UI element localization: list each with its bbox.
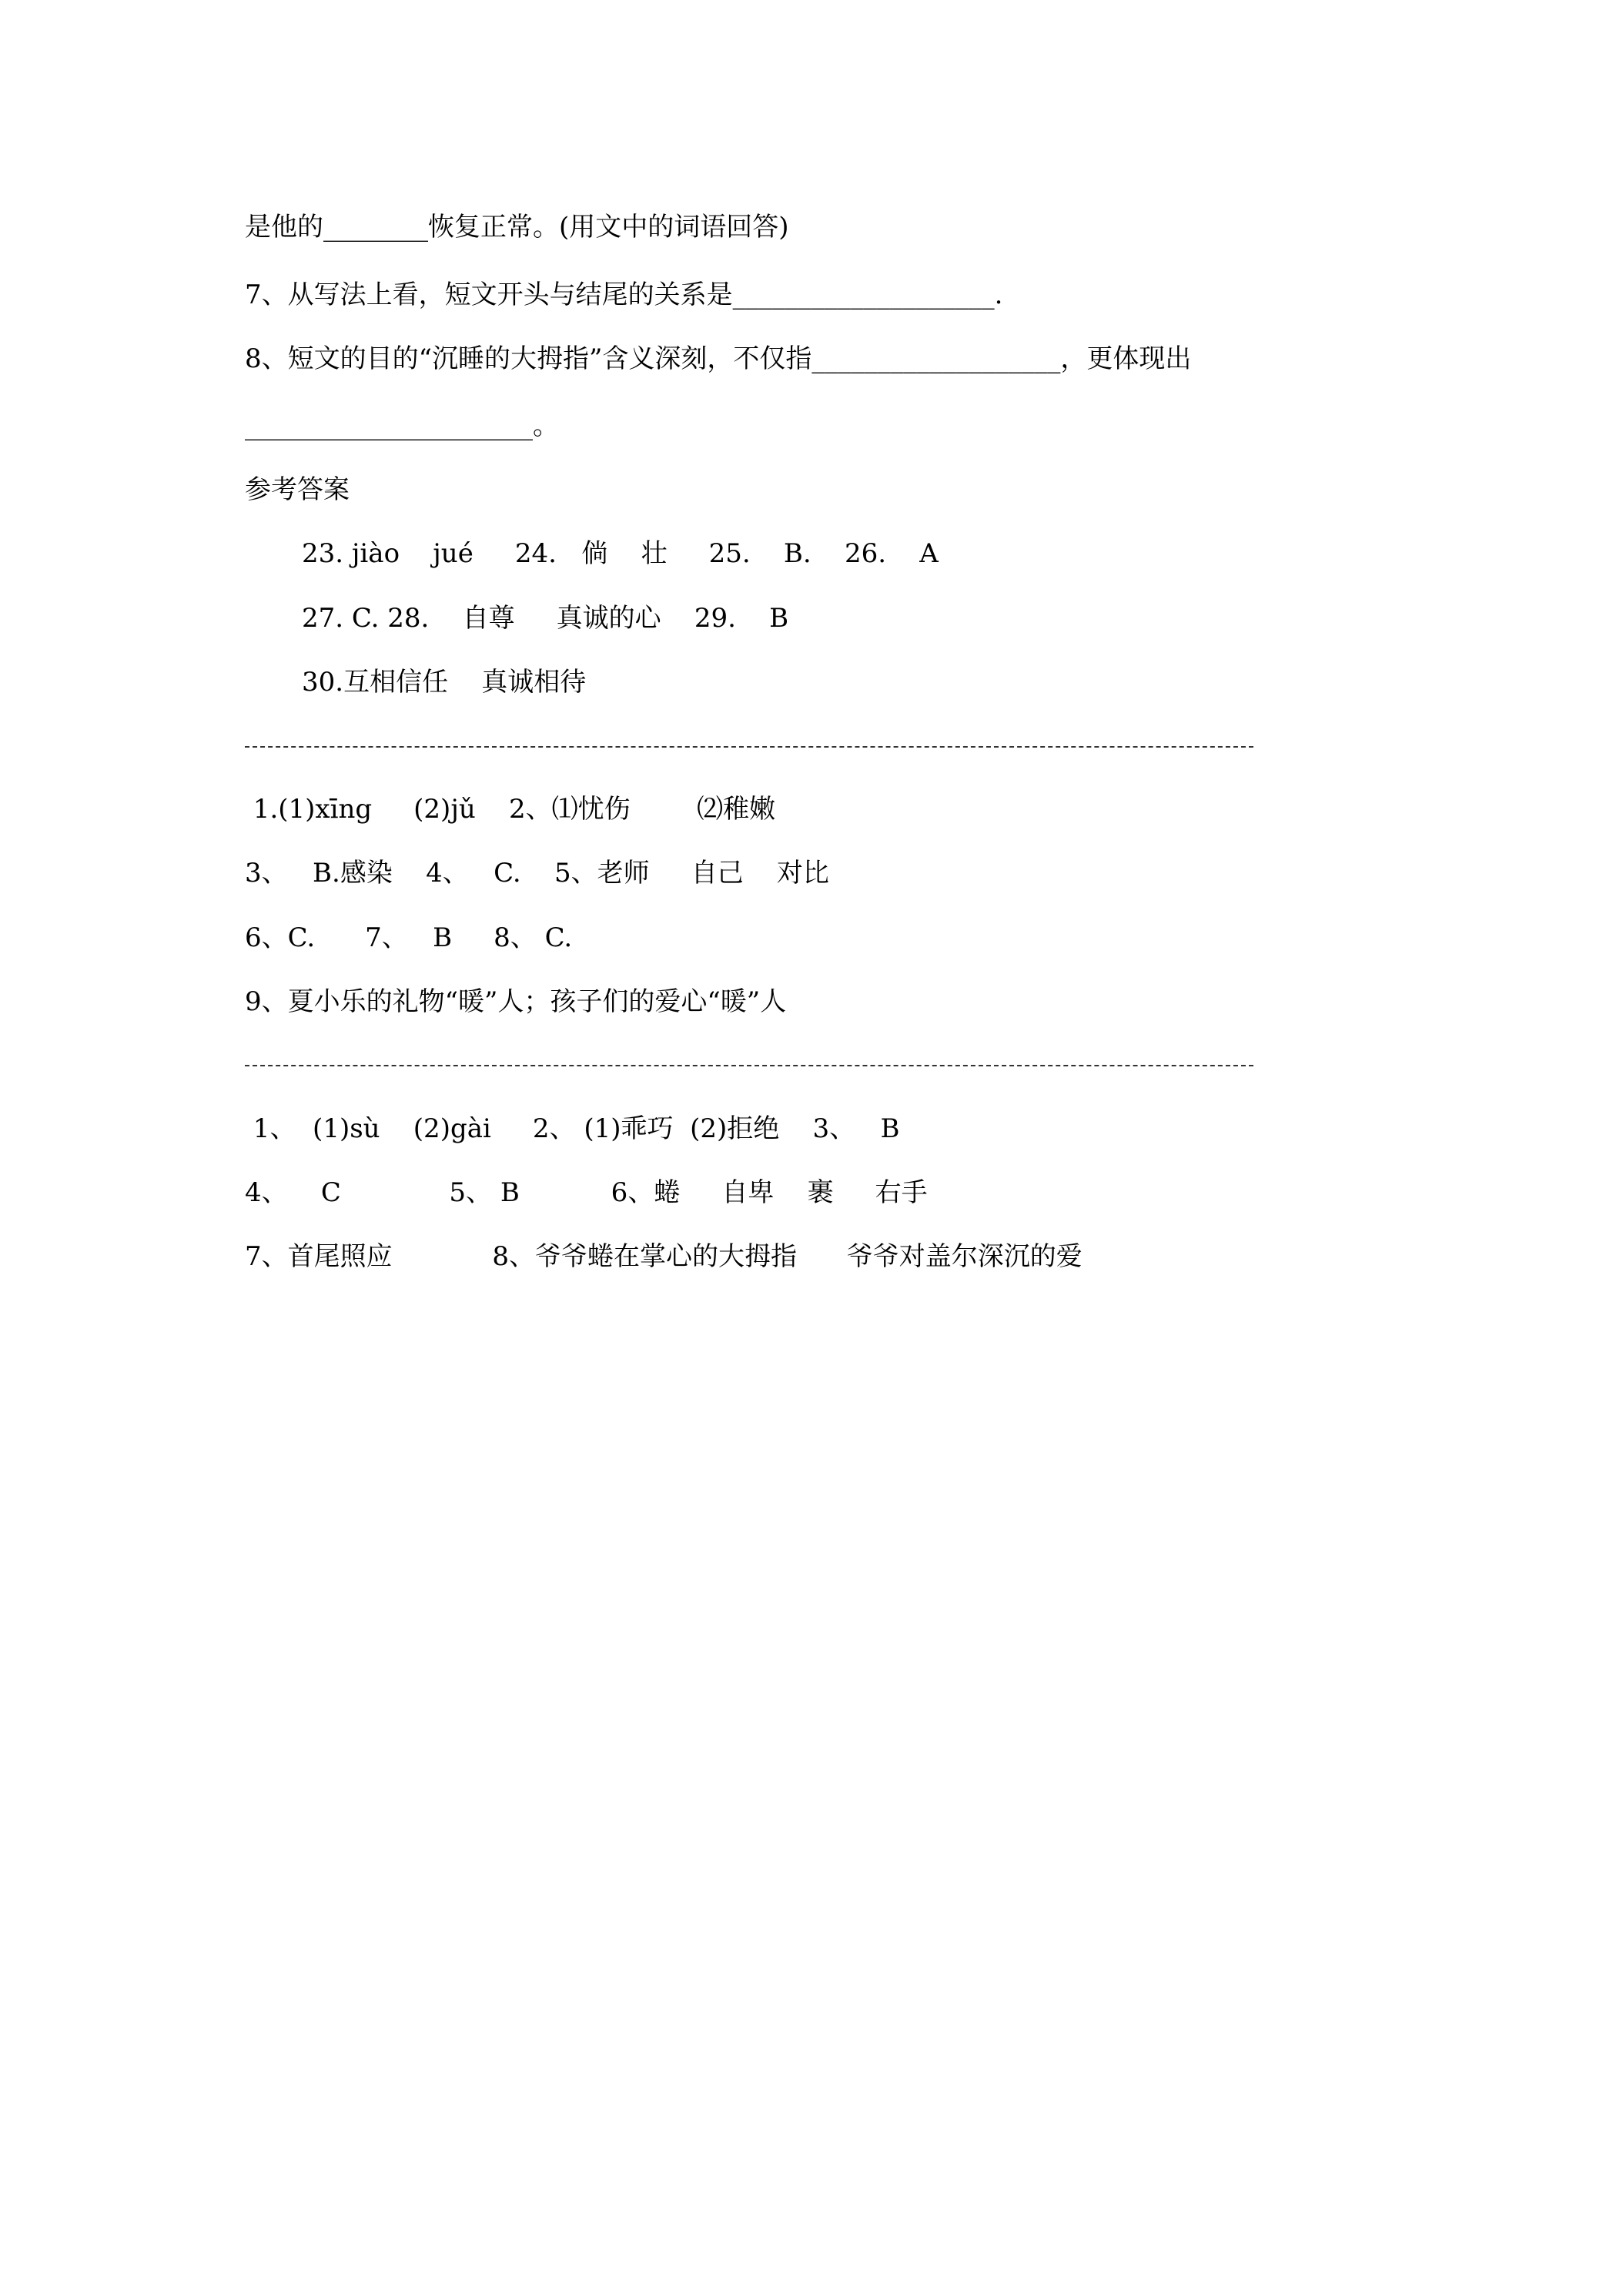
answer-line: 1.(1)xīng (2)jǔ 2、⑴忧伤 ⑵稚嫩: [245, 794, 776, 825]
answer-line: 4、 C 5、 B 6、蜷 自卑 裹 右手: [245, 1177, 928, 1208]
answer-line: 7、首尾照应 8、爷爷蜷在掌心的大拇指 爷爷对盖尔深沉的爱: [245, 1241, 1083, 1272]
answer-line: 1、 (1)sù (2)gài 2、 (1)乖巧 (2)拒绝 3、 B: [245, 1113, 900, 1144]
answer-line: 30.互相信任 真诚相待: [302, 667, 587, 698]
answers-heading: 参考答案: [245, 474, 350, 505]
answer-line: 3、 B.感染 4、 C. 5、老师 自己 对比: [245, 858, 829, 889]
dashed-divider: [245, 746, 1253, 748]
question-8-line1: 8、短文的目的“沉睡的大拇指”含义深刻，不仅指___________________，更体现出: [245, 343, 1192, 374]
answer-line: 6、C. 7、 B 8、 C.: [245, 922, 573, 953]
answer-line: 23. jiào jué 24. 倘 壮 25. B. 26. A: [302, 538, 939, 569]
answer-line: 27. C. 28. 自尊 真诚的心 29. B: [302, 603, 789, 634]
question-7: 7、从写法上看，短文开头与结尾的关系是____________________.: [245, 279, 1003, 310]
question-6-tail: 是他的________恢复正常。(用文中的词语回答): [245, 212, 789, 243]
dashed-divider: [245, 1065, 1253, 1066]
question-8-line2: ______________________。: [245, 410, 559, 441]
answer-line: 9、夏小乐的礼物“暖”人；孩子们的爱心“暖”人: [245, 986, 787, 1017]
